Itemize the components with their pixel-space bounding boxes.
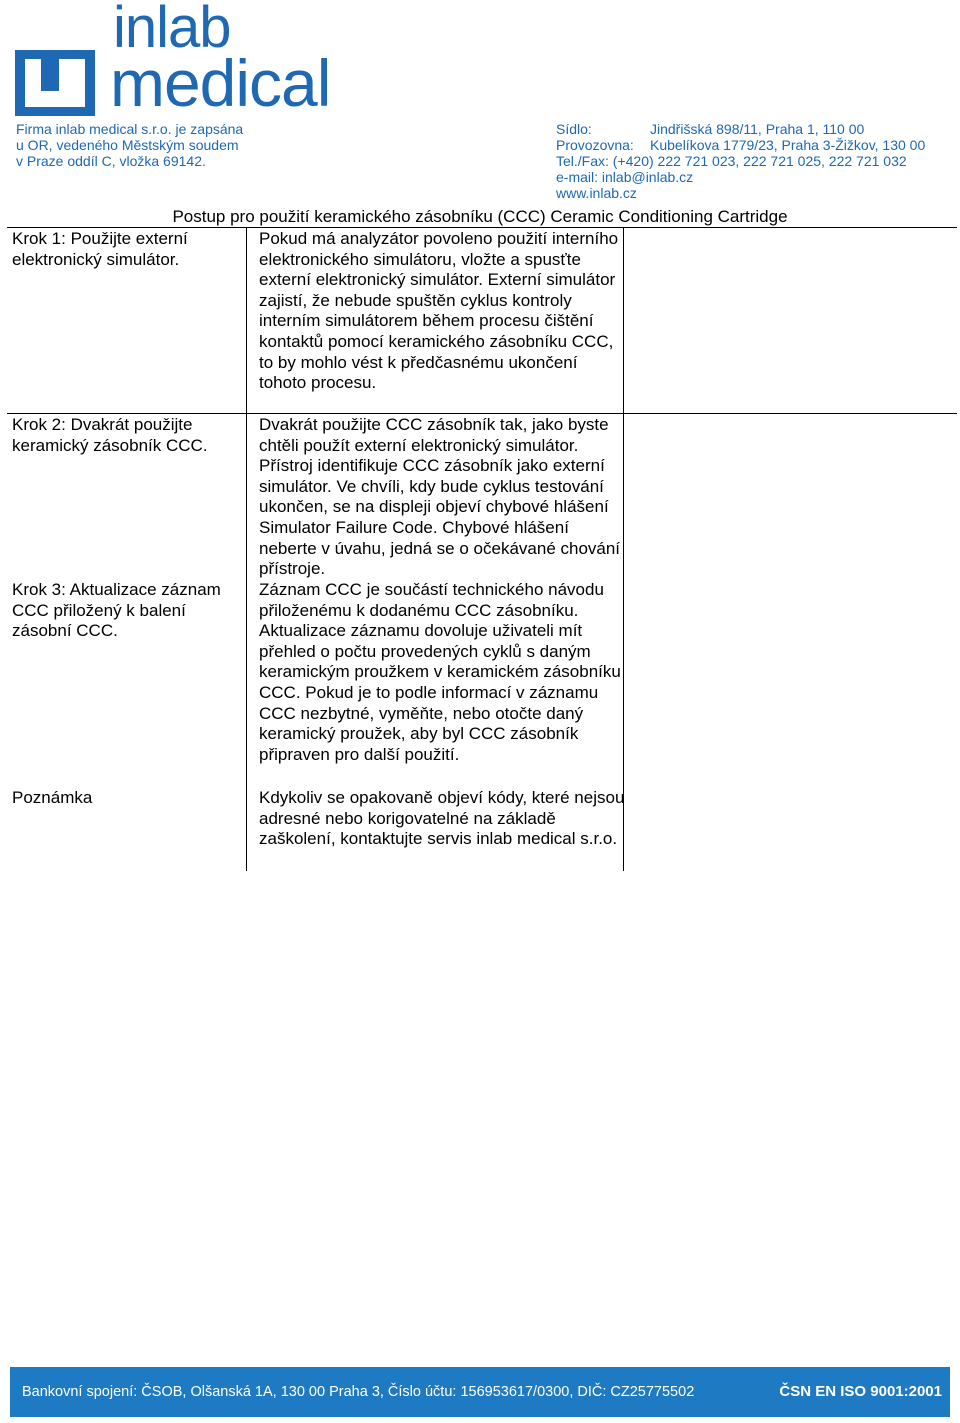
company-logo (15, 0, 331, 120)
logo-text-medical: medical (110, 46, 331, 120)
logo-text-inlab: inlab (113, 0, 231, 60)
phone-fax: Tel./Fax: (+420) 222 721 023, 222 721 025, 222 721 032 (556, 153, 907, 169)
step-3-label: Krok 3: Aktualizace záznam CCC přiložený k balení zásobní CCC. (12, 580, 221, 641)
company-info (16, 121, 243, 169)
provozovna-value: Kubelíkova 1779/23, Praha 3-Žižkov, 130 00 (650, 137, 926, 153)
step-2-text: Dvakrát použijte CCC zásobník tak, jako byste chtěli použít externí elektronický simulátor. Přístroj identifikuje CCC zásobník jako externí simulátor. Ve chvíli, kdy bude cyklus testování ukončen, se na displeji objeví chybové hlášení Simulator Failure Code. Chybové hlášení neberte v úvahu, jedná se o očekávané chování přístroje. (259, 415, 621, 579)
sidlo-label: Sídlo: (556, 121, 592, 137)
provozovna-label: Provozovna: (556, 137, 634, 153)
email-link[interactable]: e-mail: inlab@inlab.cz (556, 169, 694, 185)
address-row (556, 121, 925, 137)
contact-info (556, 121, 925, 201)
step-1-text: Pokud má analyzátor povoleno použití interního elektronického simulátoru, vložte a spusťte externí elektronický simulátor. Externí simulátor zajistí, že nebude spuštěn cyklus kontroly interním simulátorem během procesu čištění kontaktů pomocí keramického zásobníku CCC, to by mohlo vést k předčasnému ukončení tohoto procesu. (259, 229, 619, 393)
step-3-text: Záznam CCC je součástí technického návodu přiloženému k dodanému CCC zásobníku. Aktualizace záznamu dovoluje uživateli mít přehled o počtu provedených cyklů s daným keramickým proužkem v keramickém zásobníku CCC. Pokud je to podle informací v záznamu CCC nezbytné, vyměňte, nebo otočte daný keramický proužek, aby byl CCC zásobník připraven pro další použití. (259, 580, 621, 764)
document-title: Postup pro použití keramického zásobníku (CCC) Ceramic Conditioning Cartridge (172, 207, 788, 226)
footer-bar (10, 1367, 950, 1417)
logo-mark-icon (15, 50, 95, 116)
note-label: Poznámka (12, 788, 93, 807)
step-1-label: Krok 1: Použijte externí elektronický simulátor. (12, 229, 188, 269)
table-row-separator (7, 413, 957, 414)
bank-details: Bankovní spojení: ČSOB, Olšanská 1A, 130 00 Praha 3, Číslo účtu: 156953617/0300, DIČ: CZ25775502 (22, 1384, 695, 1400)
company-line: Firma inlab medical s.r.o. je zapsána (16, 121, 244, 137)
table-divider (246, 227, 247, 871)
table-border-top (7, 227, 957, 228)
company-line: u OR, vedeného Městským soudem (16, 137, 239, 153)
note-text: Kdykoliv se opakovaně objeví kódy, které nejsou adresné nebo korigovatelné na základě zaškolení, kontaktujte servis inlab medical s.r.o. (259, 788, 625, 849)
website-link[interactable]: www.inlab.cz (556, 185, 637, 201)
iso-certification: ČSN EN ISO 9001:2001 (779, 1383, 942, 1400)
company-line: v Praze oddíl C, vložka 69142. (16, 153, 206, 169)
branch-row (556, 137, 925, 153)
sidlo-value: Jindřišská 898/11, Praha 1, 110 00 (650, 121, 865, 137)
step-2-label: Krok 2: Dvakrát použijte keramický zásobník CCC. (12, 415, 208, 455)
